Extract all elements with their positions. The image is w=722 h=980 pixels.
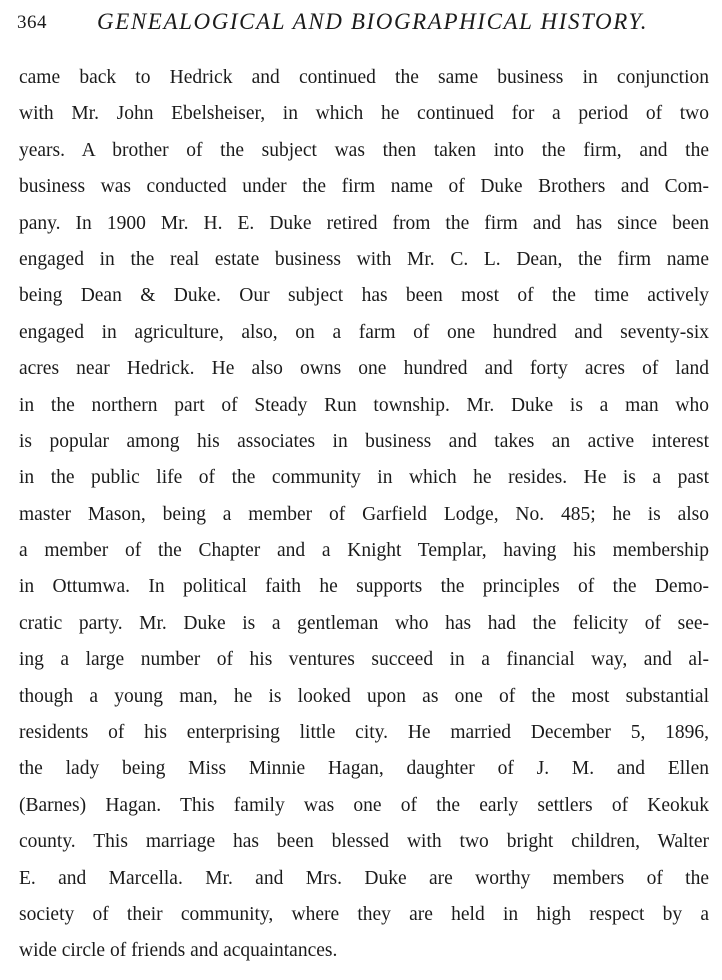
text-line: master Mason, being a member of Garfield Lodge, No. 485; he is also [19,503,709,525]
text-line: being Dean & Duke. Our subject has been most of the time actively [19,285,709,307]
body-paragraph [19,60,709,970]
text-line: engaged in the real estate business with Mr. C. L. Dean, the firm name [19,248,709,270]
text-line: (Barnes) Hagan. This family was one of the early settlers of Keokuk [19,794,709,816]
text-line: pany. In 1900 Mr. H. E. Duke retired from the firm and has since been [19,212,709,234]
text-line: cratic party. Mr. Duke is a gentleman who has had the felicity of see- [19,612,709,634]
text-line: acres near Hedrick. He also owns one hundred and forty acres of land [19,358,709,380]
text-line: the lady being Miss Minnie Hagan, daughter of J. M. and Ellen [19,758,709,780]
text-line: E. and Marcella. Mr. and Mrs. Duke are worthy members of the [19,867,709,889]
page-header [17,9,707,45]
text-line: years. A brother of the subject was then taken into the firm, and the [19,139,709,161]
text-line: in the public life of the community in which he resides. He is a past [19,467,709,489]
text-line: county. This marriage has been blessed with two bright children, Walter [19,831,709,853]
running-head-title: GENEALOGICAL AND BIOGRAPHICAL HISTORY. [97,9,649,34]
text-line: with Mr. John Ebelsheiser, in which he continued for a period of two [19,103,709,125]
page-number: 364 [17,12,47,33]
text-line: ing a large number of his ventures succeed in a financial way, and al- [19,649,709,671]
text-line: wide circle of friends and acquaintances. [19,940,338,962]
text-line: in the northern part of Steady Run township. Mr. Duke is a man who [19,394,709,416]
text-line: engaged in agriculture, also, on a farm of one hundred and seventy-six [19,321,709,343]
text-line: residents of his enterprising little city. He married December 5, 1896, [19,722,709,744]
text-line: business was conducted under the firm name of Duke Brothers and Com- [19,176,709,198]
text-line: a member of the Chapter and a Knight Templar, having his membership [19,540,709,562]
text-line: came back to Hedrick and continued the same business in conjunction [19,67,709,88]
text-line: though a young man, he is looked upon as one of the most substantial [19,685,709,707]
text-line: in Ottumwa. In political faith he supports the principles of the Demo- [19,576,709,598]
text-line: is popular among his associates in business and takes an active interest [19,430,709,452]
text-line: society of their community, where they are held in high respect by a [19,903,709,925]
